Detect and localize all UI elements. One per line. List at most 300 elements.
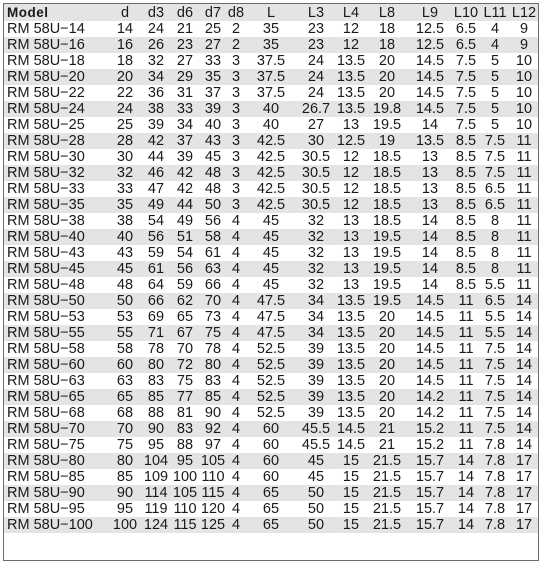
table-row [4,389,538,405]
value-cell-l4: 13.5 [336,53,366,69]
model-cell: RM 58U−16 [4,37,108,53]
value-cell-l3: 32 [296,229,336,245]
value-cell-l11: 8 [480,213,510,229]
value-cell-d: 60 [108,357,142,373]
value-cell-l10: 7.5 [452,117,480,133]
value-cell-l12: 11 [510,149,538,165]
value-cell-l11: 5 [480,69,510,85]
value-cell-l10: 7.5 [452,85,480,101]
value-cell-l8: 20 [366,357,408,373]
value-cell-l4: 12 [336,181,366,197]
value-cell-d6: 95 [170,453,200,469]
value-cell-l4: 13 [336,277,366,293]
value-cell-l12: 14 [510,421,538,437]
dimension-table [4,4,538,533]
model-cell: RM 58U−100 [4,517,108,533]
value-cell-d6: 34 [170,117,200,133]
value-cell-l11: 7.5 [480,133,510,149]
value-cell-l: 45 [246,213,296,229]
model-cell: RM 58U−40 [4,229,108,245]
value-cell-d7: 43 [200,133,226,149]
value-cell-d6: 51 [170,229,200,245]
value-cell-l10: 8.5 [452,213,480,229]
value-cell-l10: 8.5 [452,149,480,165]
model-cell: RM 58U−20 [4,69,108,85]
value-cell-l9: 13 [408,197,452,213]
value-cell-d3: 44 [142,149,170,165]
value-cell-d7: 73 [200,309,226,325]
value-cell-l3: 34 [296,325,336,341]
value-cell-d: 63 [108,373,142,389]
table-row [4,117,538,133]
table-row [4,21,538,37]
value-cell-l11: 7.5 [480,341,510,357]
table-row [4,517,538,533]
value-cell-l4: 13 [336,229,366,245]
value-cell-l12: 14 [510,341,538,357]
value-cell-d6: 29 [170,69,200,85]
model-cell: RM 58U−63 [4,373,108,389]
value-cell-d8: 4 [226,421,246,437]
value-cell-l10: 11 [452,341,480,357]
value-cell-d3: 38 [142,101,170,117]
value-cell-d3: 78 [142,341,170,357]
table-row [4,69,538,85]
value-cell-l: 42.5 [246,165,296,181]
model-cell: RM 58U−68 [4,405,108,421]
value-cell-l: 60 [246,453,296,469]
value-cell-d7: 92 [200,421,226,437]
value-cell-d8: 4 [226,469,246,485]
value-cell-d8: 4 [226,357,246,373]
value-cell-l9: 14.5 [408,69,452,85]
value-cell-l12: 14 [510,405,538,421]
value-cell-d3: 114 [142,485,170,501]
model-cell: RM 58U−30 [4,149,108,165]
value-cell-d6: 31 [170,85,200,101]
table-row [4,85,538,101]
value-cell-d7: 115 [201,485,225,501]
value-cell-d7: 125 [200,517,226,533]
value-cell-l8: 19.5 [366,293,408,309]
value-cell-l9: 14.5 [408,293,452,309]
value-cell-l8: 18 [366,37,408,53]
value-cell-l11: 6.5 [480,181,510,197]
value-cell-d: 33 [108,181,142,197]
value-cell-l4: 13.5 [336,357,366,373]
model-cell: RM 58U−48 [4,277,108,293]
value-cell-l9: 15.7 [408,501,452,517]
table-row [4,453,538,469]
value-cell-l: 65 [246,501,296,517]
value-cell-l11: 5.5 [480,277,510,293]
value-cell-d6: 37 [170,133,200,149]
value-cell-d6: 105 [170,485,200,501]
value-cell-d7: 120 [200,501,226,517]
value-cell-l8: 18.5 [366,165,408,181]
value-cell-d8: 2 [226,21,246,37]
table-header [4,4,538,21]
value-cell-l9: 14.5 [408,101,452,117]
value-cell-l8: 20 [366,309,408,325]
value-cell-l: 45 [246,245,296,261]
value-cell-l: 45 [246,277,296,293]
value-cell-d8: 3 [226,165,246,181]
model-cell: RM 58U−50 [4,293,108,309]
value-cell-d3: 85 [142,389,170,405]
value-cell-d: 22 [108,85,142,101]
value-cell-l11: 5 [480,53,510,69]
value-cell-l4: 14.5 [336,437,366,453]
model-cell: RM 58U−45 [4,261,108,277]
value-cell-l3: 39 [296,341,336,357]
value-cell-d7: 48 [200,165,226,181]
value-cell-l11: 4 [480,37,510,53]
value-cell-d6: 33 [170,101,200,117]
value-cell-l11: 8 [480,229,510,245]
value-cell-l8: 20 [366,85,408,101]
value-cell-d: 38 [108,213,142,229]
value-cell-l4: 13.5 [336,69,366,85]
value-cell-l3: 39 [296,373,336,389]
value-cell-d: 45 [108,261,142,277]
value-cell-l10: 14 [452,469,480,485]
value-cell-l9: 14 [408,277,452,293]
value-cell-d8: 3 [226,181,246,197]
value-cell-d3: 90 [142,421,170,437]
model-cell: RM 58U−35 [4,197,108,213]
value-cell-d6: 21 [170,21,200,37]
value-cell-l10: 11 [452,309,480,325]
value-cell-l8: 19.5 [366,117,408,133]
value-cell-d6: 83 [170,421,200,437]
value-cell-d8: 4 [226,389,246,405]
value-cell-l8: 21.5 [366,453,408,469]
value-cell-l9: 14.5 [408,309,452,325]
value-cell-l12: 10 [510,69,538,85]
value-cell-l: 60 [246,469,296,485]
model-cell: RM 58U−28 [4,133,108,149]
value-cell-d8: 4 [226,453,246,469]
value-cell-l3: 23 [296,21,336,37]
column-header-l9: L9 [408,4,452,21]
value-cell-l3: 24 [296,53,336,69]
value-cell-l: 52.5 [246,389,296,405]
value-cell-d: 18 [108,53,142,69]
value-cell-l11: 7.5 [480,165,510,181]
value-cell-d: 43 [108,245,142,261]
value-cell-l: 47.5 [246,325,296,341]
value-cell-l9: 14.2 [408,389,452,405]
value-cell-l: 35 [246,21,296,37]
value-cell-d7: 37 [200,85,226,101]
value-cell-l3: 24 [296,69,336,85]
value-cell-l8: 20 [366,325,408,341]
table-row [4,373,538,389]
value-cell-d6: 110 [170,501,200,517]
table-row [4,133,538,149]
value-cell-d7: 39 [200,101,226,117]
value-cell-l3: 32 [296,213,336,229]
value-cell-d6: 75 [170,373,200,389]
value-cell-l: 37.5 [246,69,296,85]
value-cell-d3: 39 [142,117,170,133]
value-cell-d: 24 [108,101,142,117]
value-cell-l4: 13.5 [336,341,366,357]
value-cell-d3: 49 [142,197,170,213]
value-cell-d3: 26 [142,37,170,53]
table-row [4,261,538,277]
value-cell-d6: 88 [170,437,200,453]
value-cell-l10: 6.5 [452,21,480,37]
value-cell-d6: 59 [170,277,200,293]
value-cell-d6: 42 [170,165,200,181]
value-cell-l3: 39 [296,389,336,405]
value-cell-l3: 23 [296,37,336,53]
value-cell-d3: 80 [142,357,170,373]
value-cell-l9: 12.5 [408,37,452,53]
value-cell-d: 32 [108,165,142,181]
value-cell-l: 52.5 [246,405,296,421]
model-cell: RM 58U−25 [4,117,108,133]
table-row [4,357,538,373]
table-row [4,341,538,357]
value-cell-l9: 15.7 [408,469,452,485]
model-cell: RM 58U−14 [4,21,108,37]
table-row [4,53,538,69]
value-cell-d7: 78 [200,341,226,357]
value-cell-l12: 17 [510,453,538,469]
value-cell-l11: 5 [480,101,510,117]
model-cell: RM 58U−90 [4,485,108,501]
value-cell-d6: 72 [170,357,200,373]
value-cell-l12: 11 [510,165,538,181]
value-cell-l11: 4 [480,21,510,37]
value-cell-d6: 44 [170,197,200,213]
value-cell-d3: 47 [142,181,170,197]
value-cell-l4: 13 [336,261,366,277]
value-cell-l12: 14 [510,293,538,309]
value-cell-d8: 4 [226,517,246,533]
value-cell-l10: 11 [452,389,480,405]
model-cell: RM 58U−53 [4,309,108,325]
value-cell-d6: 27 [170,53,200,69]
value-cell-l4: 12 [336,165,366,181]
value-cell-l11: 6.5 [480,197,510,213]
value-cell-l9: 13 [408,165,452,181]
value-cell-d7: 66 [200,277,226,293]
value-cell-l3: 34 [296,309,336,325]
value-cell-d7: 61 [200,245,226,261]
value-cell-d6: 56 [170,261,200,277]
model-cell: RM 58U−33 [4,181,108,197]
value-cell-l10: 8.5 [452,261,480,277]
value-cell-l8: 19.5 [366,261,408,277]
value-cell-l4: 13 [336,245,366,261]
value-cell-d: 53 [108,309,142,325]
value-cell-d7: 58 [200,229,226,245]
table-row [4,149,538,165]
value-cell-l12: 11 [510,197,538,213]
value-cell-l8: 19.5 [366,229,408,245]
value-cell-l: 42.5 [246,181,296,197]
value-cell-l9: 15.7 [408,517,452,533]
value-cell-l10: 8.5 [452,229,480,245]
value-cell-l9: 15.7 [408,485,452,501]
value-cell-l9: 14.5 [408,341,452,357]
value-cell-d6: 67 [170,325,200,341]
value-cell-l11: 7.5 [480,357,510,373]
value-cell-l8: 18.5 [366,149,408,165]
value-cell-l12: 17 [510,485,538,501]
value-cell-l12: 17 [510,517,538,533]
value-cell-l12: 17 [510,501,538,517]
value-cell-l3: 30.5 [296,197,336,213]
value-cell-l8: 21 [366,421,408,437]
value-cell-d6: 23 [170,37,200,53]
value-cell-l10: 7.5 [452,69,480,85]
model-cell: RM 58U−38 [4,213,108,229]
value-cell-l: 37.5 [246,53,296,69]
column-header-l3: L3 [296,4,336,21]
value-cell-l8: 20 [366,405,408,421]
value-cell-l: 47.5 [246,293,296,309]
value-cell-d7: 97 [200,437,226,453]
value-cell-d8: 4 [226,229,246,245]
value-cell-l12: 11 [510,181,538,197]
value-cell-d7: 56 [200,213,226,229]
value-cell-l3: 39 [296,357,336,373]
value-cell-l12: 14 [510,437,538,453]
value-cell-l11: 5 [480,117,510,133]
value-cell-l11: 6.5 [480,293,510,309]
value-cell-l3: 30 [296,133,336,149]
table-row [4,213,538,229]
table-row [4,501,538,517]
value-cell-l8: 19.5 [366,277,408,293]
value-cell-d8: 3 [226,85,246,101]
value-cell-d7: 90 [200,405,226,421]
value-cell-d: 25 [108,117,142,133]
value-cell-l12: 14 [510,389,538,405]
value-cell-l11: 7.8 [480,453,510,469]
value-cell-d: 20 [108,69,142,85]
value-cell-l9: 14 [408,117,452,133]
value-cell-d8: 2 [226,37,246,53]
value-cell-d7: 75 [200,325,226,341]
value-cell-d7: 85 [200,389,226,405]
value-cell-l10: 7.5 [452,53,480,69]
value-cell-l8: 21 [366,437,408,453]
table-row [4,293,538,309]
value-cell-l4: 13.5 [336,389,366,405]
model-cell: RM 58U−22 [4,85,108,101]
model-cell: RM 58U−58 [4,341,108,357]
value-cell-d8: 4 [226,485,246,501]
value-cell-d7: 63 [200,261,226,277]
value-cell-l11: 7.5 [480,405,510,421]
value-cell-l: 35 [246,37,296,53]
value-cell-d: 65 [108,389,142,405]
value-cell-l8: 20 [366,53,408,69]
value-cell-l: 45 [246,261,296,277]
value-cell-l9: 14 [408,261,452,277]
value-cell-d8: 3 [226,117,246,133]
value-cell-d3: 24 [142,21,170,37]
value-cell-d3: 119 [142,501,170,517]
value-cell-l11: 5.5 [480,325,510,341]
value-cell-l4: 13.5 [336,293,366,309]
value-cell-l3: 30.5 [296,149,336,165]
value-cell-d8: 4 [226,245,246,261]
model-cell: RM 58U−85 [4,469,108,485]
value-cell-l: 40 [246,101,296,117]
value-cell-l11: 7.5 [480,149,510,165]
value-cell-d3: 88 [142,405,170,421]
table-row [4,277,538,293]
value-cell-d8: 4 [226,501,246,517]
value-cell-d8: 4 [226,373,246,389]
value-cell-l12: 11 [510,277,538,293]
value-cell-d3: 104 [143,453,169,469]
value-cell-l4: 15 [336,517,366,533]
value-cell-l8: 19 [366,133,408,149]
value-cell-l3: 24 [296,85,336,101]
value-cell-l: 65 [246,517,296,533]
value-cell-l9: 14.2 [408,405,452,421]
value-cell-d7: 35 [200,69,226,85]
value-cell-l10: 8.5 [452,165,480,181]
model-cell: RM 58U−70 [4,421,108,437]
value-cell-l12: 11 [510,133,538,149]
model-cell: RM 58U−55 [4,325,108,341]
value-cell-l4: 15 [336,453,366,469]
value-cell-l9: 12.5 [408,21,452,37]
value-cell-l8: 19.5 [366,245,408,261]
value-cell-d6: 100 [170,469,200,485]
value-cell-l4: 12 [336,149,366,165]
table-row [4,469,538,485]
model-cell: RM 58U−60 [4,357,108,373]
value-cell-l9: 15.2 [408,437,452,453]
value-cell-l12: 11 [510,261,538,277]
value-cell-d8: 4 [226,325,246,341]
value-cell-d: 28 [108,133,142,149]
value-cell-d8: 4 [226,405,246,421]
value-cell-l: 37.5 [246,85,296,101]
value-cell-l12: 11 [510,229,538,245]
value-cell-l: 65 [246,485,296,501]
value-cell-l4: 15 [336,485,366,501]
value-cell-l3: 45.5 [296,421,336,437]
value-cell-d3: 71 [142,325,170,341]
value-cell-d7: 83 [200,373,226,389]
value-cell-d8: 4 [226,293,246,309]
value-cell-l3: 32 [296,277,336,293]
value-cell-d8: 4 [226,213,246,229]
column-header-model: Model [4,4,108,21]
value-cell-l4: 12 [336,197,366,213]
value-cell-d6: 77 [170,389,200,405]
column-header-l8: L8 [366,4,408,21]
value-cell-l11: 7.8 [480,469,510,485]
value-cell-l11: 7.8 [480,517,510,533]
value-cell-l11: 5 [480,85,510,101]
value-cell-d8: 3 [226,69,246,85]
value-cell-l11: 7.5 [480,421,510,437]
table-row [4,325,538,341]
value-cell-l4: 12 [336,21,366,37]
